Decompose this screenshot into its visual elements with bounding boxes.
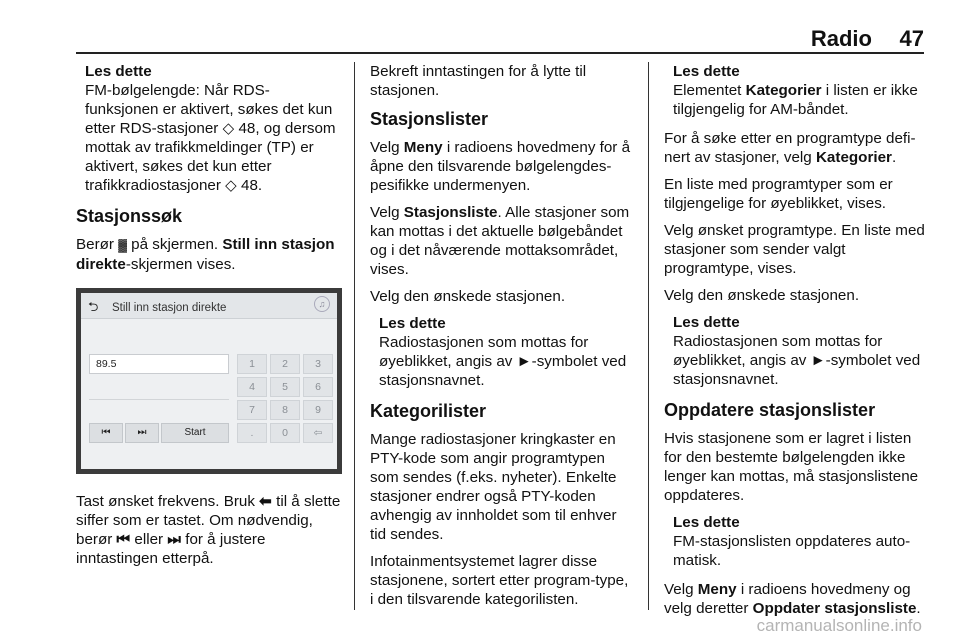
- heading-stasjonslister: Stasjonslister: [370, 109, 489, 129]
- column-1: [76, 62, 342, 576]
- key-1[interactable]: 1: [237, 354, 267, 374]
- heading-oppdatere: Oppdatere stasjonslister: [664, 400, 876, 420]
- screen-display: [81, 293, 337, 469]
- frequency-input[interactable]: 89.5: [89, 354, 229, 374]
- screen-title: Still inn stasjon direkte: [112, 302, 227, 314]
- note-title: Les dette: [673, 63, 740, 80]
- paragraph-pty: Mange radiostasjoner kringkaster en PTY-kode som angir programtypen som sendes (f.eks. nyheter). Enkelte stasjoner endrer også PTY-koden avhengig av innholdet som til enhver tid sendes.: [370, 431, 617, 543]
- note-text: FM-bølgelengde: Når RDS-funksjonen er aktivert, søkes det kun etter RDS-stasjoner ◇ 48, og dersom mottak av trafikkmeldinger (TP) er aktivert, søkes det kun etter trafikkradiostasjoner ◇ 48.: [85, 82, 336, 194]
- key-7[interactable]: 7: [237, 400, 267, 420]
- note-current-station: Les dette Radiostasjonen som mottas for øyeblikket, angis av ►-symbolet ved stasjonsnavnet.: [664, 313, 928, 389]
- column-divider-2: [648, 62, 649, 610]
- key-6[interactable]: 6: [303, 377, 333, 397]
- key-2[interactable]: 2: [270, 354, 300, 374]
- paragraph-update-menu: Velg Meny i radioens hovedmeny og velg deretter Oppdater stasjonsliste.: [664, 581, 921, 617]
- note-fm-auto: Les dette FM-stasjonslisten oppdateres auto-matisk.: [664, 513, 928, 570]
- key-dot[interactable]: .: [237, 423, 267, 443]
- heading-kategorilister: Kategorilister: [370, 401, 487, 421]
- column-3: [664, 62, 928, 626]
- paragraph-type-list: En liste med programtyper som er tilgjengelige for øyeblikket, vises.: [664, 176, 893, 212]
- key-8[interactable]: 8: [270, 400, 300, 420]
- heading-stasjonssok: Stasjonssøk: [76, 206, 183, 226]
- seek-back-button[interactable]: ⏮: [89, 423, 123, 443]
- header-rule: [76, 52, 924, 54]
- key-9[interactable]: 9: [303, 400, 333, 420]
- note-current-station: Les dette Radiostasjonen som mottas for øyeblikket, angis av ►-symbolet ved stasjonsnavnet.: [370, 314, 634, 390]
- key-5[interactable]: 5: [270, 377, 300, 397]
- music-icon[interactable]: ♫: [314, 296, 330, 312]
- watermark: carmanualsonline.info: [756, 616, 922, 635]
- field-divider: [89, 399, 229, 400]
- column-divider-1: [354, 62, 355, 610]
- column-2: [370, 62, 634, 617]
- paragraph-touch-tune: Berør ▓ på skjermen. Still inn stasjon direkte-skjermen vises.: [76, 236, 335, 273]
- seek-forward-button[interactable]: ⏭: [125, 423, 159, 443]
- paragraph-update: Hvis stasjonene som er lagret i listen for den bestemte bølgelengden ikke lenger kan mottas, må stasjonslistene oppdateres.: [664, 430, 919, 504]
- play-icon: ►: [810, 352, 826, 369]
- page-header: [0, 0, 960, 58]
- note-title: Les dette: [673, 514, 740, 531]
- note-rds: [76, 62, 342, 195]
- play-icon: ►: [516, 353, 532, 370]
- backspace-icon: ⬅: [259, 493, 272, 510]
- back-icon[interactable]: ⮌: [88, 299, 99, 314]
- key-backspace[interactable]: ⇦: [303, 423, 333, 443]
- page-number: 47: [899, 26, 924, 51]
- paragraph-select-type: Velg ønsket programtype. En liste med stasjoner som sender valgt programtype, vises.: [664, 222, 925, 277]
- paragraph-enter-frequency: Tast ønsket frekvens. Bruk ⬅ til å slette siffer som er tastet. Om nødvendig, berør ⏮ eller ⏭ for å justere inntastingen etterpå.: [76, 493, 341, 567]
- paragraph-select-station: Velg den ønskede stasjonen.: [370, 288, 566, 305]
- paragraph-infotainment: Infotainmentsystemet lagrer disse stasjonene, sortert etter program-type, i den tilsvarende kategorilisten.: [370, 553, 629, 608]
- paragraph-select-station: Velg den ønskede stasjonen.: [664, 287, 860, 304]
- note-title: Les dette: [85, 63, 152, 80]
- key-3[interactable]: 3: [303, 354, 333, 374]
- paragraph-station-list: Velg Stasjonsliste. Alle stasjoner som kan mottas i det aktuelle bølgebåndet og i det nåværende mottaksområdet, vises.: [370, 204, 630, 278]
- paragraph-confirm: Bekreft inntastingen for å lytte til stasjonen.: [370, 63, 587, 99]
- section-title: Radio: [810, 26, 872, 51]
- note-title: Les dette: [379, 315, 446, 332]
- note-categories: Les dette Elementet Kategorier i listen er ikke tilgjengelig for AM-båndet.: [664, 62, 928, 119]
- start-button[interactable]: Start: [161, 423, 229, 443]
- key-0[interactable]: 0: [270, 423, 300, 443]
- seek-back-icon: ⏮: [116, 531, 131, 548]
- paragraph-search-type: For å søke etter en programtype defi-nert av stasjoner, velg Kategorier.: [664, 130, 916, 166]
- screen-title-bar: [81, 293, 337, 319]
- seek-forward-icon: ⏭: [167, 531, 181, 548]
- note-title: Les dette: [673, 314, 740, 331]
- tune-icon: ▓: [118, 238, 127, 252]
- radio-screen-illustration: [76, 288, 342, 474]
- key-4[interactable]: 4: [237, 377, 267, 397]
- paragraph-menu: Velg Meny i radioens hovedmeny for å åpne den tilsvarende bølgelengdes-pesifikke undermenyen.: [370, 139, 631, 194]
